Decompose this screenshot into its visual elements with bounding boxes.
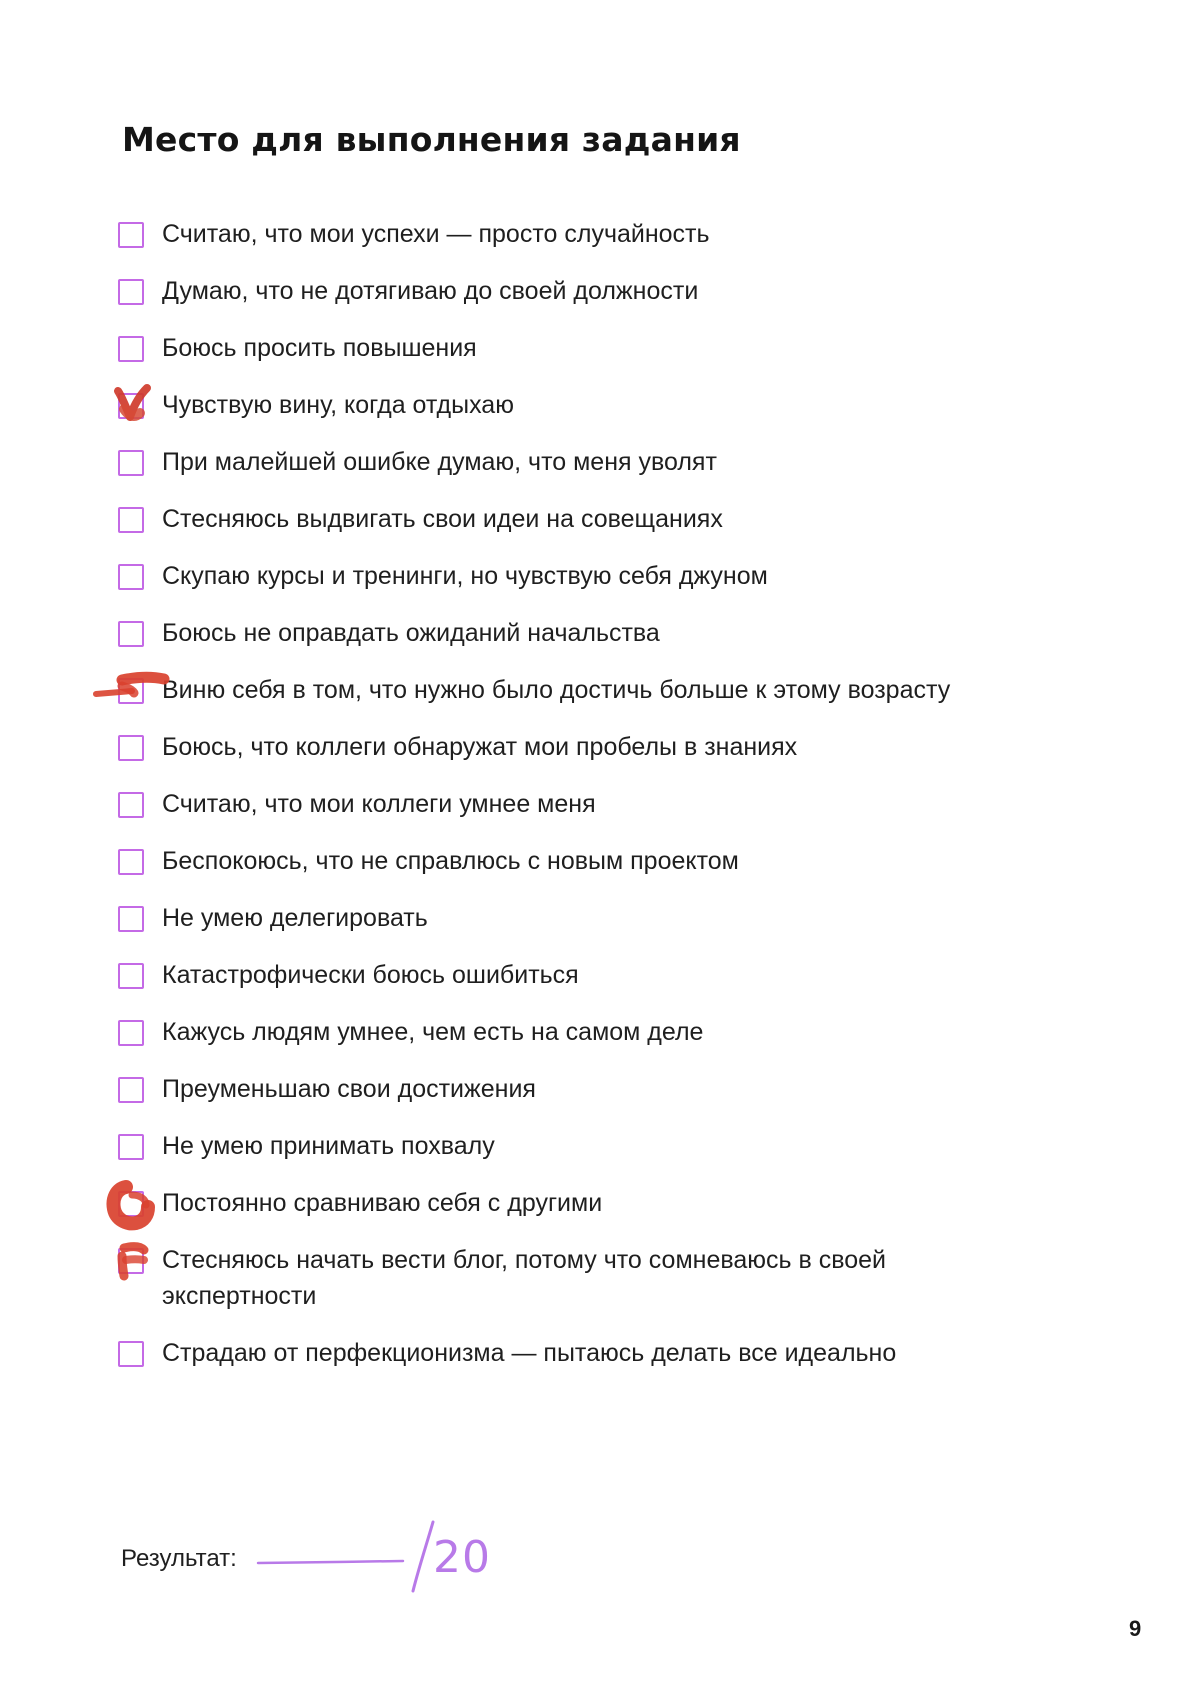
checkbox[interactable] [118,1134,144,1160]
checkbox[interactable] [118,963,144,989]
checklist-item-label: Чувствую вину, когда отдыхаю [162,391,514,419]
checklist-item-label: Постоянно сравниваю себя с другими [162,1189,603,1217]
checkbox[interactable] [118,450,144,476]
checkbox[interactable] [118,1077,144,1103]
checklist-item-label: Преуменьшаю свои достижения [162,1075,536,1103]
checklist-item [118,503,1098,560]
checklist-item-label: Боюсь, что коллеги обнаружат мои пробелы в знаниях [162,733,798,761]
checklist-item-label: Скупаю курсы и тренинги, но чувствую себя джуном [162,562,768,590]
checklist-item [118,731,1098,788]
checkbox[interactable] [118,849,144,875]
checklist-item-label: Стесняюсь выдвигать свои идеи на совещаниях [162,505,723,533]
checklist-item [118,560,1098,617]
checkbox[interactable] [118,1341,144,1367]
checklist-item-label: Считаю, что мои успехи — просто случайность [162,220,710,248]
checklist-item-label: Беспокоюсь, что не справлюсь с новым проектом [162,847,739,875]
checklist-item-label: Считаю, что мои коллеги умнее меня [162,790,596,818]
checklist-item-label: Виню себя в том, что нужно было достичь больше к этому возрасту [162,676,951,704]
checkbox[interactable] [118,1191,144,1217]
checklist-item [118,788,1098,845]
checklist-item [118,617,1098,674]
checklist-item [118,902,1098,959]
checklist-item [118,845,1098,902]
checklist-item-label: Не умею принимать похвалу [162,1132,495,1160]
checklist-item [118,1016,1098,1073]
checkbox[interactable] [118,1020,144,1046]
score-total: 20 [433,1532,491,1583]
checklist-item [118,1187,1098,1244]
check-mark [114,385,152,427]
checkbox[interactable] [118,222,144,248]
check-mark [114,1242,154,1286]
checkbox[interactable] [118,564,144,590]
checklist-item [118,1130,1098,1187]
checklist-item-label: Стесняюсь начать вести блог, потому что сомневаюсь в своей экспертности [162,1246,886,1310]
checkbox[interactable] [118,393,144,419]
checklist-item-label: Думаю, что не дотягиваю до своей должности [162,277,699,305]
page-number: 9 [1129,1616,1142,1641]
checklist-item-label: Не умею делегировать [162,904,428,932]
checklist-item-label: Боюсь просить повышения [162,334,477,362]
checkbox[interactable] [118,336,144,362]
checkbox[interactable] [118,735,144,761]
checklist-item [118,446,1098,503]
checklist-item [118,389,1098,446]
checkbox[interactable] [118,507,144,533]
checklist-item [118,1337,1098,1394]
checkbox[interactable] [118,621,144,647]
checklist-item [118,959,1098,1016]
checklist-item [118,332,1098,389]
checklist-item [118,218,1098,275]
checklist-item-label: Боюсь не оправдать ожиданий начальства [162,619,660,647]
checklist-item [118,1244,1098,1337]
check-mark [106,1181,156,1231]
checklist-item-label: Страдаю от перфекционизма — пытаюсь делать все идеально [162,1339,897,1367]
checklist-item [118,674,1098,731]
page-title: Место для выполнения задания [122,120,741,159]
checkbox[interactable] [118,279,144,305]
checklist-item-label: При малейшей ошибке думаю, что меня уволят [162,448,717,476]
checklist-item-label: Катастрофически боюсь ошибиться [162,961,579,989]
self-assessment-checklist [118,218,1098,1394]
checklist-item-label: Кажусь людям умнее, чем есть на самом деле [162,1018,704,1046]
checklist-item [118,275,1098,332]
checkbox[interactable] [118,678,144,704]
checkbox[interactable] [118,906,144,932]
checkbox[interactable] [118,792,144,818]
checklist-item [118,1073,1098,1130]
result-label: Результат: [121,1545,237,1572]
checkbox[interactable] [118,1248,144,1274]
